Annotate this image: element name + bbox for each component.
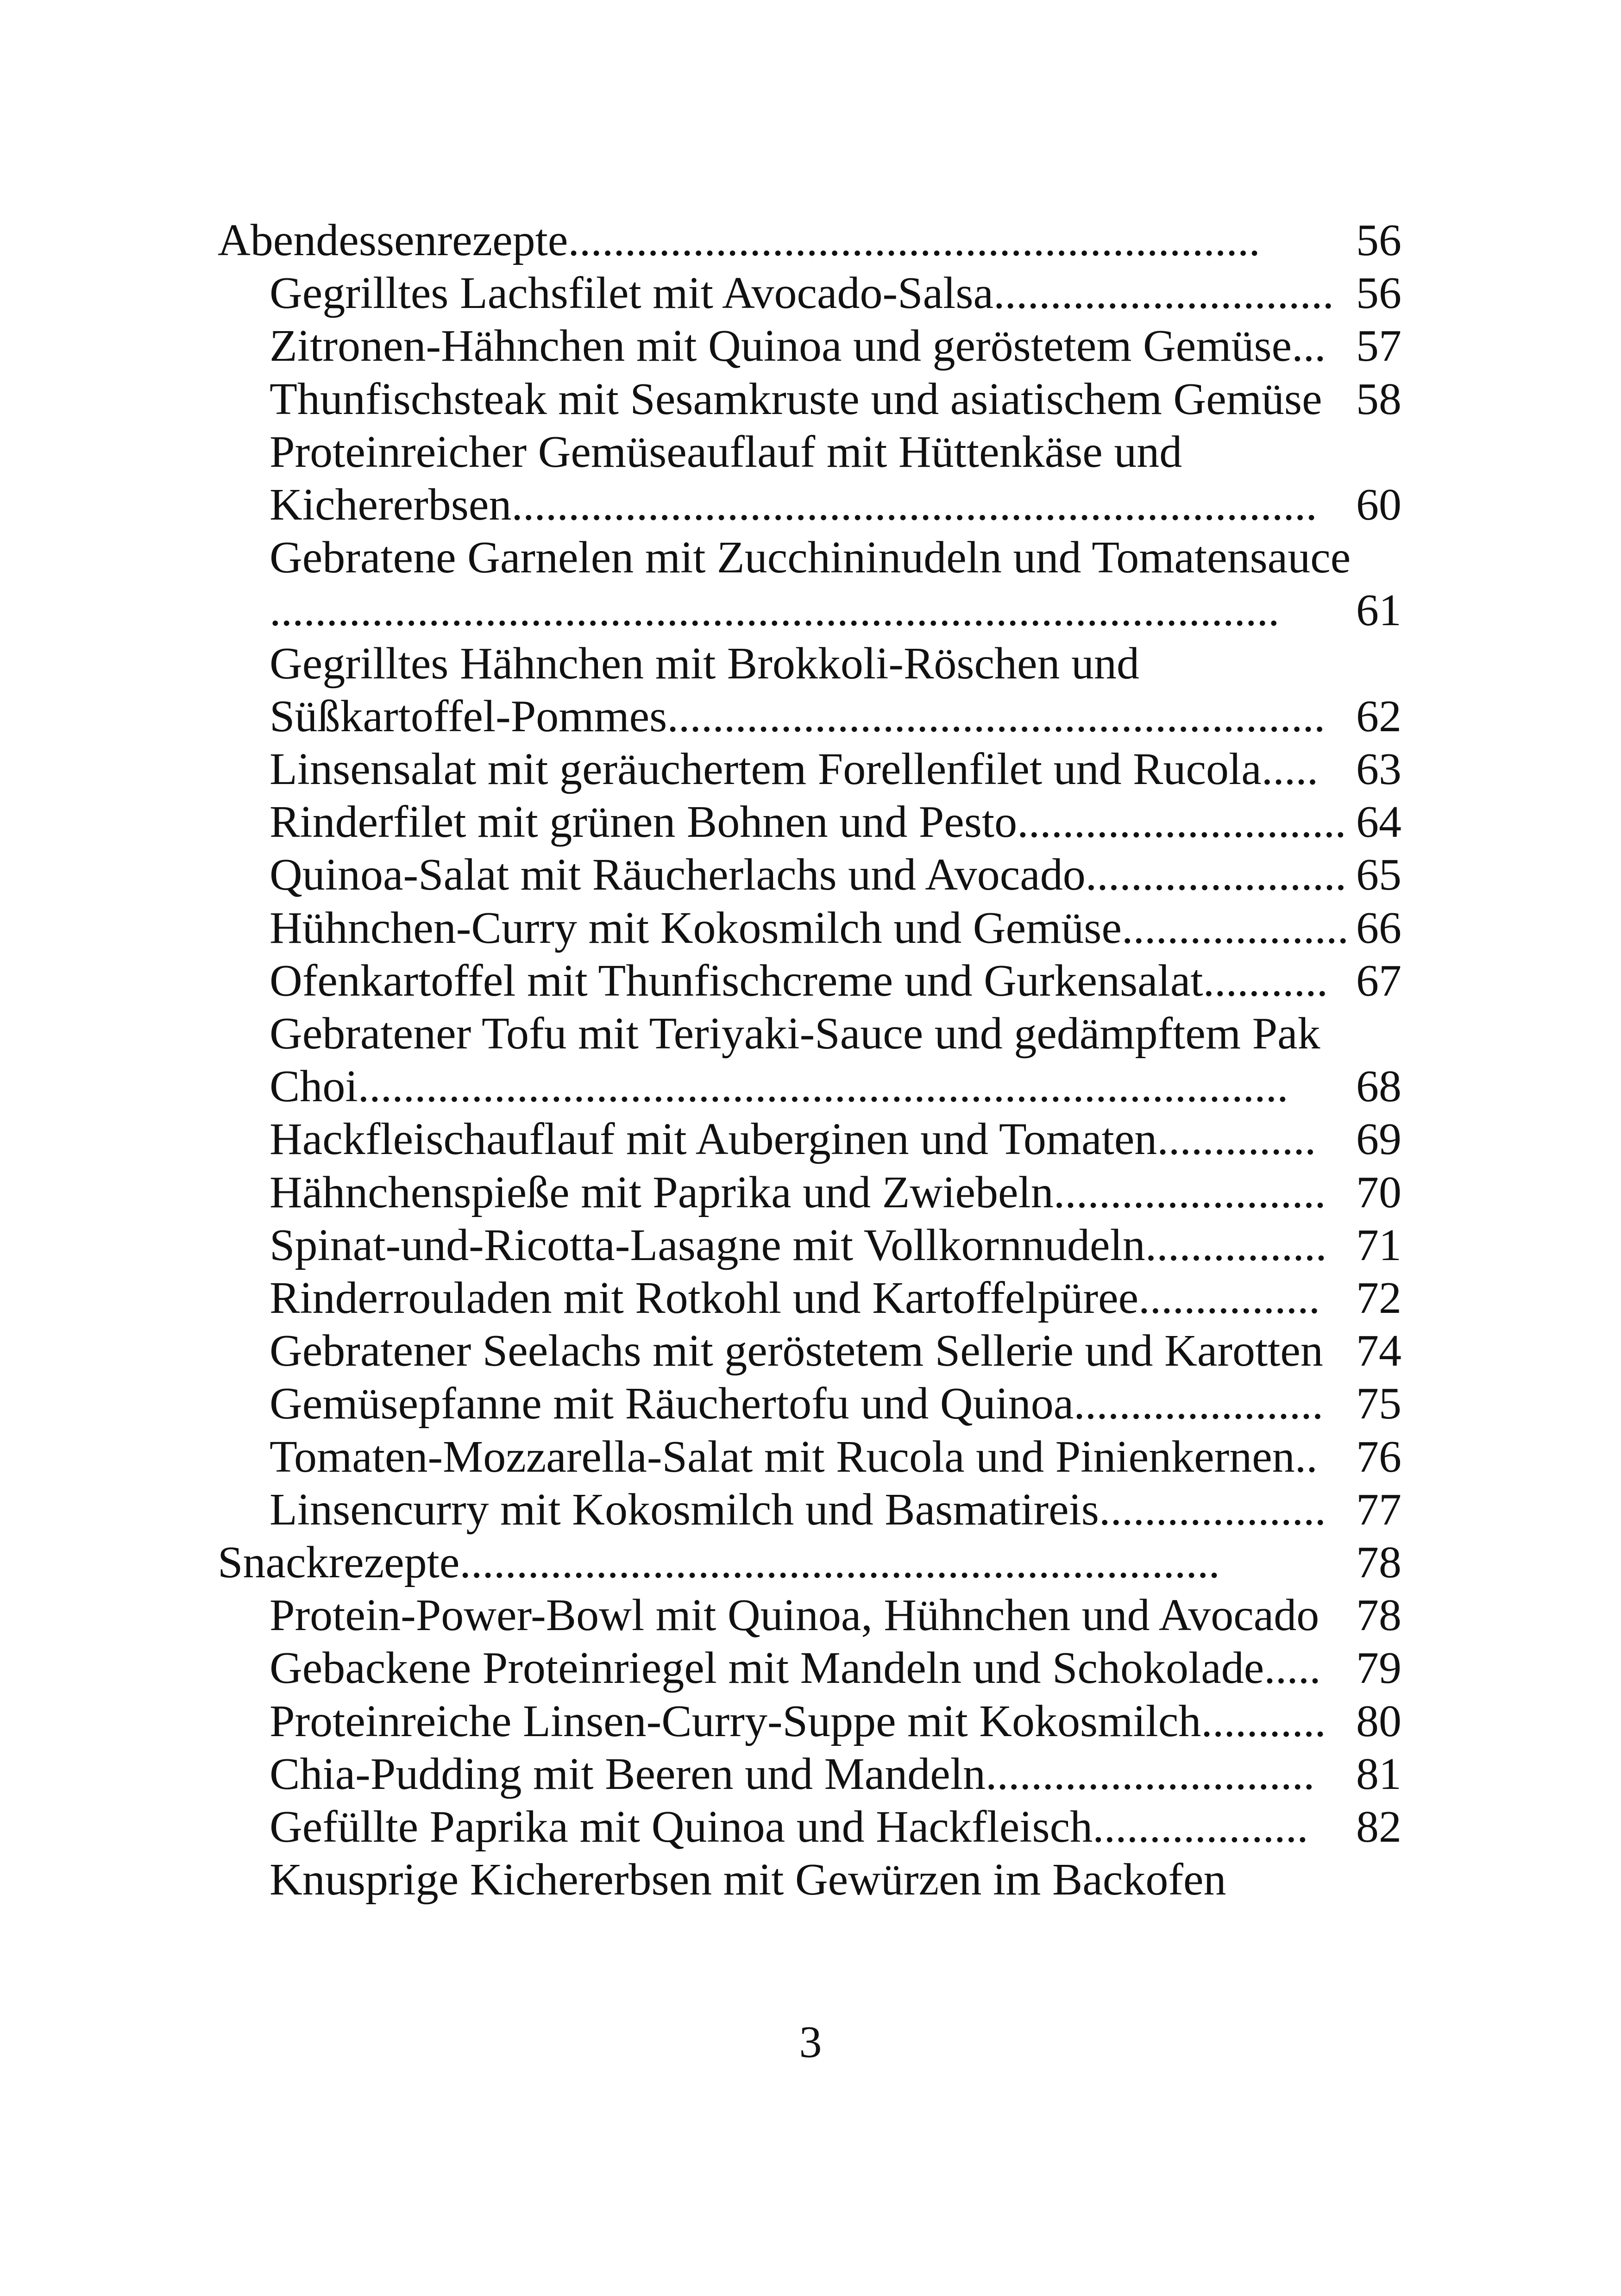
toc-page-number: 79 [1356, 1643, 1401, 1693]
toc-section-heading [218, 214, 1401, 267]
toc-page-number: 80 [1356, 1696, 1401, 1746]
toc-entry [270, 1748, 1401, 1801]
toc-page-number: 62 [1356, 691, 1401, 741]
toc-entry [270, 1113, 1401, 1166]
toc-page-number: 69 [1356, 1114, 1401, 1164]
toc-entry-title: Protein-Power-Bowl mit Quinoa, Hühnchen und Avocado [270, 1590, 1319, 1640]
toc-entry-title: Ofenkartoffel mit Thunfischcreme und Gurkensalat [270, 956, 1203, 1006]
toc-dot-leader: .................................................................................. [358, 1061, 1288, 1111]
toc-page-number: 76 [1356, 1432, 1401, 1482]
toc-entry-title: Chia-Pudding mit Beeren und Mandeln [270, 1749, 986, 1799]
toc-page-number: 67 [1356, 956, 1401, 1006]
toc-page-number: 56 [1356, 215, 1401, 265]
toc-dot-leader: ........... [1203, 956, 1328, 1006]
toc-dot-leader: ............................................................. [568, 215, 1260, 265]
toc-page-number: 82 [1356, 1802, 1401, 1852]
toc-entry [270, 1007, 1401, 1060]
toc-entry [270, 373, 1401, 426]
toc-dot-leader: ....................................................................... [511, 480, 1317, 530]
toc-entry-title: Hähnchenspieße mit Paprika und Zwiebeln [270, 1167, 1054, 1217]
toc-section-heading [218, 1536, 1401, 1589]
toc-page-number: 63 [1356, 744, 1401, 794]
toc-entry-title: Rinderrouladen mit Rotkohl und Kartoffelpüree [270, 1273, 1139, 1323]
toc-entry [270, 1219, 1401, 1272]
toc-entry-title: Choi [270, 1061, 358, 1111]
toc-entry-title: Hackfleischauflauf mit Auberginen und Tomaten [270, 1114, 1157, 1164]
toc-dot-leader: .............. [1157, 1114, 1316, 1164]
toc-entry-title: Gebackene Proteinriegel mit Mandeln und Schokolade [270, 1643, 1264, 1693]
toc-entry-title: Hühnchen-Curry mit Kokosmilch und Gemüse [270, 903, 1122, 953]
toc-entry-title: Knusprige Kichererbsen mit Gewürzen im Backofen [270, 1855, 1226, 1905]
toc-page-number: 60 [1356, 480, 1401, 530]
toc-page-number: 72 [1356, 1273, 1401, 1323]
toc-dot-leader: ....................... [1085, 850, 1347, 900]
toc-entry [270, 1853, 1401, 1907]
toc-page-number: 81 [1356, 1749, 1401, 1799]
toc-entry-title: Rinderfilet mit grünen Bohnen und Pesto [270, 797, 1018, 847]
toc-page-number: 68 [1356, 1061, 1401, 1111]
toc-dot-leader: ................ [1145, 1220, 1327, 1270]
toc-entry-title: Tomaten-Mozzarella-Salat mit Rucola und Pinienkernen. [270, 1432, 1307, 1482]
toc-entry [270, 1060, 1401, 1113]
toc-entry-title: Gegrilltes Lachsfilet mit Avocado-Salsa [270, 268, 994, 318]
toc-entry-title: Gebratene Garnelen mit Zucchininudeln und Tomatensauce [270, 533, 1351, 583]
toc-entry [270, 954, 1401, 1008]
toc-page-number: 78 [1356, 1537, 1401, 1587]
toc-entry-title: Gebratener Seelachs mit geröstetem Sellerie und Karotten [270, 1326, 1323, 1376]
toc-entry-title: Gefüllte Paprika mit Quinoa und Hackfleisch [270, 1802, 1093, 1852]
toc-entry [270, 902, 1401, 955]
toc-entry-title: Gemüsepfanne mit Räuchertofu und Quinoa [270, 1379, 1074, 1429]
toc-entry [270, 531, 1401, 584]
page-number: 3 [799, 2017, 822, 2067]
toc-dot-leader: ......................................................................................... [270, 585, 1280, 635]
toc-dot-leader: ........................ [1053, 1167, 1326, 1217]
toc-page-number: 70 [1356, 1167, 1401, 1217]
toc-dot-leader: .......................................................... [667, 691, 1326, 741]
toc-entry-title: Gegrilltes Hähnchen mit Brokkoli-Röschen und [270, 639, 1139, 689]
toc-entry-title: Spinat-und-Ricotta-Lasagne mit Vollkornnudeln [270, 1220, 1145, 1270]
toc-page-number: 66 [1356, 903, 1401, 953]
toc-entry [270, 1324, 1401, 1378]
toc-dot-leader: ........... [1201, 1696, 1326, 1746]
toc-page-number: 64 [1356, 797, 1401, 847]
toc-entry [270, 1695, 1401, 1748]
toc-page-number: 61 [1356, 585, 1401, 635]
toc-entry [270, 267, 1401, 320]
toc-entry-title: Thunfischsteak mit Sesamkruste und asiatischem Gemüse [270, 374, 1322, 424]
toc-page-number: 71 [1356, 1220, 1401, 1270]
toc-entry [270, 1272, 1401, 1325]
toc-entry [270, 743, 1401, 796]
toc-entry [270, 320, 1401, 373]
toc-page-number: 57 [1356, 321, 1401, 371]
toc-entry [270, 637, 1401, 690]
toc-page-number: 75 [1356, 1379, 1401, 1429]
toc-dot-leader: ... [1292, 321, 1326, 371]
toc-dot-leader: ............................. [986, 1749, 1315, 1799]
toc-entry-title: Zitronen-Hähnchen mit Quinoa und geröstetem Gemüse [270, 321, 1292, 371]
toc-page-number: 56 [1356, 268, 1401, 318]
toc-entry [270, 584, 1401, 637]
toc-entry-title: Kichererbsen [270, 480, 512, 530]
toc-dot-leader: .................... [1099, 1485, 1326, 1535]
toc-entry-title: Gebratener Tofu mit Teriyaki-Sauce und gedämpftem Pak [270, 1009, 1320, 1059]
toc-dot-leader: ................ [1138, 1273, 1320, 1323]
toc-entry-title: Proteinreiche Linsen-Curry-Suppe mit Kokosmilch [270, 1696, 1201, 1746]
toc-dot-leader: ...................... [1074, 1379, 1324, 1429]
toc-entry-title: Süßkartoffel-Pommes [270, 691, 667, 741]
toc-entry [270, 848, 1401, 902]
toc-entry [270, 1589, 1401, 1642]
toc-entry-title: Abendessenrezepte [218, 215, 568, 265]
toc-page-number: 58 [1356, 374, 1401, 424]
toc-entry [270, 426, 1401, 479]
toc-entry [270, 1430, 1401, 1484]
toc-dot-leader: ................... [1093, 1802, 1308, 1852]
toc-entry-title: Linsencurry mit Kokosmilch und Basmatireis [270, 1485, 1099, 1535]
toc-page-number: 65 [1356, 850, 1401, 900]
toc-entry-title: Snackrezepte [218, 1537, 460, 1587]
toc-dot-leader: ..... [1261, 744, 1319, 794]
toc-entry [270, 1166, 1401, 1219]
toc-entry-title: Quinoa-Salat mit Räucherlachs und Avocado [270, 850, 1086, 900]
toc-dot-leader: .............................. [993, 268, 1334, 318]
toc-page-number: 78 [1356, 1590, 1401, 1640]
toc-entry-title: Proteinreicher Gemüseauflauf mit Hüttenkäse und [270, 427, 1182, 477]
toc-page-number: 77 [1356, 1485, 1401, 1535]
toc-entry [270, 1800, 1401, 1854]
toc-dot-leader: .................... [1121, 903, 1349, 953]
toc-page-number: 74 [1356, 1326, 1401, 1376]
toc-entry [270, 1377, 1401, 1430]
toc-entry-title: Linsensalat mit geräuchertem Forellenfilet und Rucola [270, 744, 1262, 794]
toc-dot-leader: ..... [1264, 1643, 1321, 1693]
toc-entry [270, 796, 1401, 849]
toc-entry [270, 1483, 1401, 1537]
toc-dot-leader: ............................. [1017, 797, 1346, 847]
toc-dot-leader: . [1306, 1432, 1318, 1482]
toc-dot-leader: ................................................................... [459, 1537, 1220, 1587]
toc-entry [270, 690, 1401, 743]
toc-entry [270, 1642, 1401, 1695]
toc-entry [270, 478, 1401, 532]
